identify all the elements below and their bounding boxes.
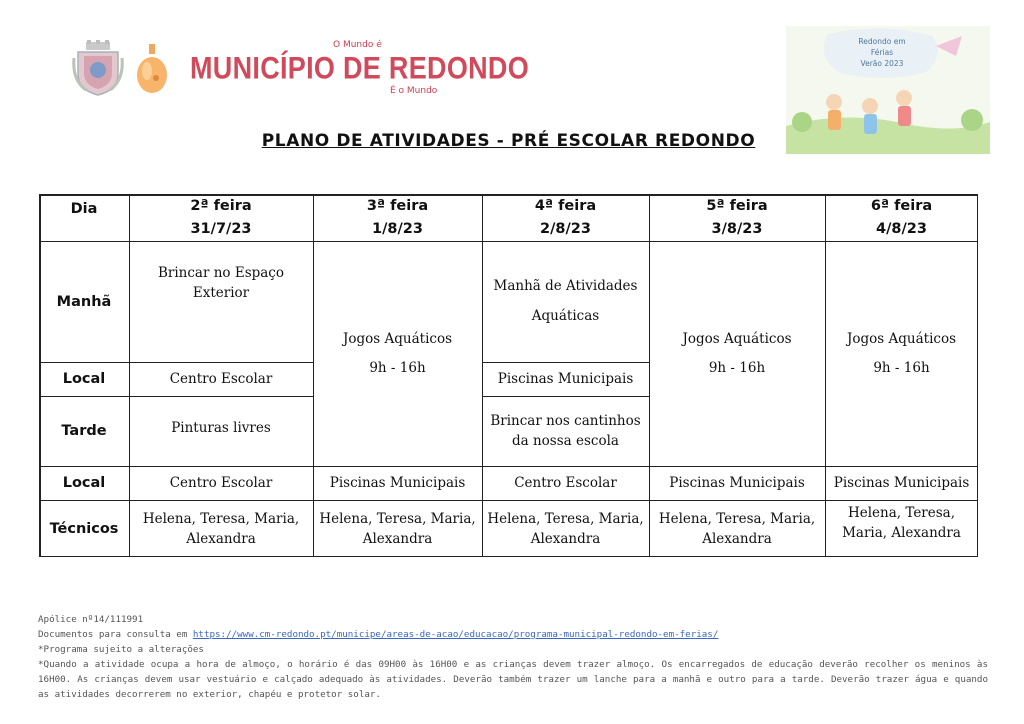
- day-header-wednesday: [482, 194, 649, 241]
- thursday-afternoon-location: Piscinas Municipais: [669, 475, 805, 491]
- activities-schedule-table: [39, 194, 978, 557]
- row-label-staff: Técnicos: [49, 520, 119, 537]
- friday-all-day-activity: Jogos Aquáticos 9h - 16h: [846, 330, 957, 376]
- column-divider: [825, 194, 826, 557]
- promo-line-3: Verão 2023: [860, 59, 904, 68]
- day-date: 3/8/23: [711, 220, 763, 237]
- footer-notes: [38, 612, 988, 702]
- clay-jar-logo-icon: [134, 44, 170, 96]
- wednesday-morning-location: Piscinas Municipais: [497, 371, 634, 387]
- table-border-right: [977, 194, 979, 557]
- day-header-tuesday: [313, 194, 482, 241]
- tuesday-all-day-activity: Jogos Aquáticos 9h - 16h: [342, 330, 453, 376]
- wednesday-afternoon-location: Centro Escolar: [514, 475, 617, 491]
- tuesday-staff: Helena, Teresa, Maria, Alexandra: [319, 510, 476, 547]
- logo-tagline-bottom: É o Mundo: [390, 86, 438, 96]
- day-name: 5ª feira: [706, 197, 768, 214]
- day-name: 4ª feira: [534, 197, 597, 214]
- column-divider: [649, 194, 650, 557]
- day-date: 2/8/23: [540, 220, 591, 237]
- row-divider: [482, 362, 649, 363]
- monday-morning-activity: Brincar no Espaço Exterior: [157, 265, 284, 301]
- column-divider: [482, 194, 483, 557]
- program-subject-to-change-note: *Programa sujeito a alterações: [38, 644, 204, 655]
- wednesday-morning-activity: Manhã de Atividades Aquáticas: [493, 278, 638, 324]
- row-divider: [39, 362, 313, 363]
- row-divider: [39, 500, 978, 501]
- day-date: 31/7/23: [190, 220, 252, 237]
- row-divider: [39, 466, 978, 467]
- municipal-crest-icon: [72, 40, 124, 96]
- logo-tagline-top: O Mundo é: [333, 40, 382, 50]
- row-label-morning-location: Local: [62, 371, 106, 387]
- promo-line-1: Redondo em: [858, 37, 906, 46]
- column-divider: [313, 194, 314, 557]
- day-name: 2ª feira: [190, 197, 252, 214]
- insurance-policy: Apólice nº14/111991: [38, 614, 144, 625]
- day-date: 1/8/23: [372, 220, 423, 237]
- documents-line: [38, 627, 988, 642]
- thursday-all-day-activity: Jogos Aquáticos 9h - 16h: [682, 330, 792, 376]
- row-label-afternoon-location: Local: [62, 475, 106, 491]
- day-name: 6ª feira: [870, 197, 933, 214]
- municipality-name-logo: MUNICÍPIO DE REDONDO: [190, 50, 530, 86]
- thursday-staff: Helena, Teresa, Maria, Alexandra: [658, 510, 816, 547]
- documents-link[interactable]: https://www.cm-redondo.pt/municipe/areas-de-acao/educacao/programa-municipal-redondo-em-ferias/: [192, 629, 719, 640]
- wednesday-afternoon-activity: Brincar nos cantinhos da nossa escola: [490, 413, 641, 449]
- tuesday-afternoon-location: Piscinas Municipais: [329, 475, 466, 491]
- wednesday-staff: Helena, Teresa, Maria, Alexandra: [487, 510, 644, 547]
- day-name: 3ª feira: [366, 197, 429, 214]
- lunch-and-clothing-note: *Quando a atividade ocupa a hora de almoço, o horário é das 09H00 às 16H00 e as crianças devem trazer almoço. Os encarregados de educação deverão recolher os meninos às 16H00. As crianças devem usar vestuário e calçado adequado às atividades. Deverão também trazer um lanche para a manhã e outro para a tarde. Deverão trazer água e quando as atividades decorrerem no exterior, chapéu e protetor solar.: [38, 659, 988, 700]
- document-title: PLANO DE ATIVIDADES - PRÉ ESCOLAR REDONDO: [261, 131, 756, 151]
- row-label-afternoon: Tarde: [61, 423, 107, 439]
- promo-caption: [842, 36, 922, 69]
- monday-afternoon-activity: Pinturas livres: [171, 420, 271, 436]
- table-border-left: [39, 194, 41, 557]
- monday-morning-location: Centro Escolar: [169, 371, 273, 387]
- day-date: 4/8/23: [876, 220, 927, 237]
- row-divider: [39, 396, 313, 397]
- day-header-friday: [825, 194, 978, 241]
- row-label-day: Dia: [70, 201, 98, 217]
- row-divider: [39, 241, 978, 242]
- row-divider: [482, 396, 649, 397]
- documents-prefix: Documentos para consulta em: [38, 629, 193, 640]
- monday-afternoon-location: Centro Escolar: [169, 475, 273, 491]
- table-border-bottom: [39, 556, 978, 558]
- monday-staff: Helena, Teresa, Maria, Alexandra: [142, 510, 300, 547]
- friday-staff: Helena, Teresa, Maria, Alexandra: [842, 505, 961, 541]
- row-label-morning: Manhã: [56, 293, 112, 310]
- promo-line-2: Férias: [870, 48, 894, 57]
- day-header-monday: [129, 194, 313, 241]
- day-header-thursday: [649, 194, 825, 241]
- friday-afternoon-location: Piscinas Municipais: [833, 475, 970, 491]
- column-divider: [129, 194, 130, 557]
- table-border-top: [39, 194, 978, 196]
